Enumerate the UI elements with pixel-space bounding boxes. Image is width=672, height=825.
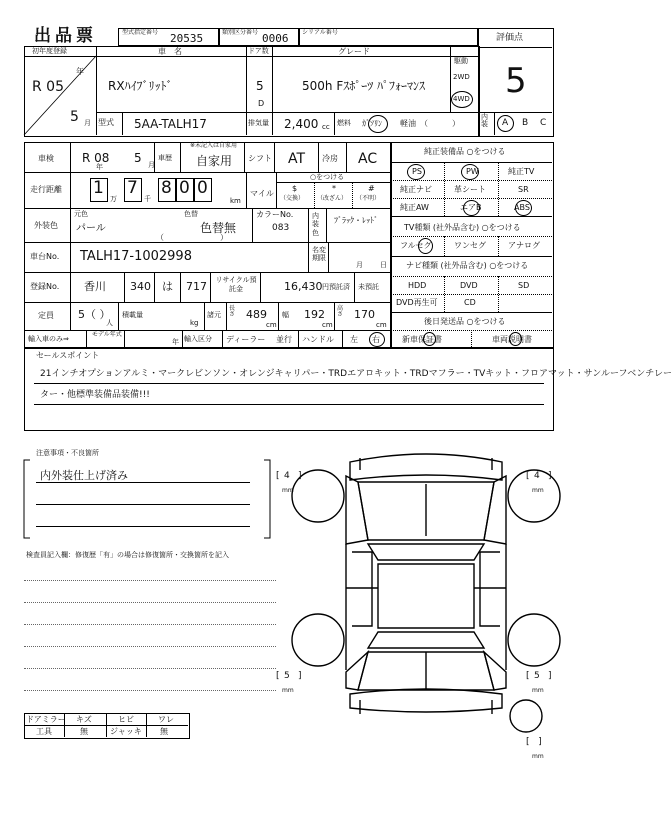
shaken-year-unit: 年 (96, 163, 103, 171)
tire-fl-bracket-close: ] (298, 471, 302, 481)
equip-tv: 純正TV (508, 167, 535, 176)
tv-fullseg-circle (418, 238, 433, 254)
odo-circle-note: ○をつける (310, 173, 345, 181)
equip-abs: ABS (514, 203, 530, 212)
tire-rr-bracket-close: ] (548, 671, 552, 681)
irokae-label: 色替 (184, 210, 198, 218)
haba-value: 192 (304, 308, 325, 321)
odo-d3: 8 (161, 178, 172, 198)
color-no-value: 083 (272, 223, 290, 233)
irokae-paren: （ ） (156, 233, 228, 242)
shadai-value: TALH17-1002998 (80, 249, 192, 264)
fuel-kei: 軽油 (400, 119, 416, 128)
plate-num2: 717 (186, 280, 207, 293)
tire-fl-depth: 4 (284, 471, 290, 481)
haiki-value: 2,400 (284, 117, 319, 131)
touroku-label: 登録No. (30, 282, 60, 291)
kata-label: 型式指定番号 (122, 29, 159, 36)
equip-sr: SR (518, 185, 529, 194)
odo-man: 万 (110, 195, 117, 203)
plate-kana: は (162, 280, 173, 293)
equip-pw-circle (461, 164, 479, 180)
shamei-label: 車 名 (158, 47, 182, 56)
tire-rl-mm: mm (282, 687, 294, 694)
kata-value: 20535 (170, 32, 204, 45)
teiin-label: 定員 (38, 311, 54, 320)
model-nen: 年 (172, 338, 179, 346)
shift-label: シフト (248, 154, 272, 163)
odo-d2: 7 (127, 178, 138, 198)
haiki-label: 排気量 (248, 119, 269, 127)
hassou-hosho-circle (423, 332, 436, 346)
notes-line1: 内外装仕上げ済み (40, 469, 128, 482)
naisoushoku-value: ﾌﾞﾗｯｸ・ﾚｯﾄﾞ (334, 216, 378, 225)
sales-label: セールスポイント (36, 351, 100, 360)
equip-leather: 革シート (454, 185, 486, 194)
kudo-4wd-circle (451, 91, 473, 108)
shareki-value: 自家用 (196, 154, 233, 168)
equip-abs-circle (515, 200, 532, 216)
recycle-label: リサイクル預託金 (215, 276, 257, 294)
tire-fr-mm: mm (532, 487, 544, 494)
kubun-heikou: 並行 (276, 335, 292, 344)
shamei-value: RXﾊｲﾌﾞﾘｯﾄﾞ (108, 79, 173, 93)
katashiki-value: 5AA-TALH17 (134, 117, 207, 131)
sekisai-kg: kg (190, 319, 199, 327)
legend-h2: キズ (76, 715, 92, 724)
odo-km: km (230, 197, 241, 205)
legend-v2: 無 (80, 727, 88, 736)
sales-box (24, 347, 554, 431)
naga-cm: cm (266, 321, 277, 329)
tire-fr-bracket-close: ] (548, 471, 552, 481)
hassou-title: 後日発送品 ○をつける (424, 317, 506, 326)
shonen-year: R 05 (32, 79, 64, 95)
rui-value: 0006 (262, 32, 289, 45)
shadai-label: 車台No. (30, 252, 60, 261)
equip-airbag: エアB (460, 203, 482, 212)
tv-title: TV種類 (社外品含む) ○をつける (404, 223, 521, 232)
mitakusha: 未預託 (358, 283, 379, 291)
tire-rr-mm: mm (532, 687, 544, 694)
legend-h3: ヒビ (118, 715, 134, 724)
meigi-label: 名変期限 (312, 246, 326, 263)
kudo-label: 駆動 (454, 57, 468, 65)
mark3-sym: # (368, 184, 375, 193)
hyoka-label: 評価点 (496, 33, 524, 43)
legend-v3: ジャッキ (110, 727, 142, 736)
odo-sen: 千 (144, 195, 151, 203)
haba-label: 幅 (282, 311, 289, 319)
door-label: ドア数 (248, 47, 269, 55)
dvd-label: DVD再生可 (396, 298, 438, 307)
plate-num1: 340 (130, 280, 151, 293)
navi-sd: SD (518, 281, 530, 290)
handle-left: 左 (350, 335, 358, 344)
tire-spare-bracket: [ ] (526, 737, 542, 747)
tire-rl-depth: 5 (284, 671, 290, 681)
shonen-label: 初年度登録 (32, 47, 67, 55)
equip-pw: PW (466, 167, 479, 176)
tire-fl-bracket: [ (276, 471, 280, 481)
yunyu-label: 輸入車のみ⇒ (28, 335, 69, 343)
naisou-a: A (502, 118, 509, 128)
naga-label: 長さ (229, 305, 236, 318)
naisou-c: C (540, 118, 547, 128)
legend-h4: ワレ (158, 715, 174, 724)
tv-fullseg: フルセグ (400, 241, 432, 250)
motoiro-label: 元色 (74, 210, 88, 218)
mark1: （交換） (280, 195, 305, 202)
navi-dvd: DVD (460, 281, 478, 290)
fuel-gas-circle (368, 115, 388, 133)
tire-fr-depth: 4 (534, 471, 540, 481)
navi-title: ナビ種類 (社外品含む) ○をつける (406, 261, 529, 270)
legend-v1: 工具 (36, 727, 52, 736)
hassou-setsumei: 車両説明書 (492, 335, 532, 344)
motoiro-value: パール (76, 223, 106, 234)
shonen-month-unit: 月 (84, 119, 91, 127)
tv-analog: アナログ (508, 241, 540, 250)
sales-line1: 21インチオプションアルミ・マークレビンソン・オレンジキャリパー・TRDエアロキット・TRDマフラー・TVキット・フロアマット・サンルーフベンチレー (40, 369, 672, 379)
shareki-label: 車歴 (158, 154, 172, 162)
handle-right: 右 (372, 335, 380, 344)
legend-h1: ドアミラー (26, 715, 66, 724)
meigi-day: 日 (380, 261, 387, 269)
navi-cd: CD (464, 298, 476, 307)
hassou-hosho: 新車保証書 (402, 335, 442, 344)
kubun-label: 輸入区分 (184, 335, 212, 343)
recycle-unit: 円預託済 (322, 283, 350, 291)
odo-d5: 0 (197, 178, 208, 198)
navi-hdd: HDD (408, 281, 427, 290)
shaken-month: 5 (134, 151, 142, 165)
equip-title: 純正装備品 ○をつける (424, 147, 506, 156)
shareki-note: ※未記入は自家用 (190, 142, 238, 149)
mark2-sym: * (332, 184, 336, 193)
equip-navi: 純正ナビ (400, 185, 432, 194)
tire-fr-bracket: [ (526, 471, 530, 481)
teiin-value: 5（ ） (78, 308, 111, 321)
taka-cm: cm (376, 321, 387, 329)
grade-label: グレード (338, 47, 370, 56)
door-sub: D (258, 99, 265, 108)
equip-ps: PS (412, 167, 422, 176)
shift-value: AT (288, 151, 306, 167)
legend-v4: 無 (160, 727, 168, 736)
mark1-sym: $ (292, 184, 298, 193)
rui-label: 類別区分番号 (222, 29, 259, 36)
taka-label: 高さ (337, 305, 344, 318)
mark3: （不明） (356, 195, 381, 202)
sales-line2: ター・他標準装備品装備!!! (40, 390, 150, 400)
hassou-setsumei-circle (509, 332, 522, 346)
plate-pref: 香川 (84, 280, 106, 293)
handle-label: ハンドル (302, 335, 334, 344)
fuel-gas: ｶﾞｿﾘﾝ (362, 119, 382, 128)
reibou-value: AC (358, 151, 378, 167)
tire-rr-depth: 5 (534, 671, 540, 681)
model-label: モデル年式 (92, 331, 122, 338)
fuel-label: 燃料 (337, 119, 351, 127)
shoen-label: 諸元 (207, 311, 221, 319)
tire-rl-bracket-close: ] (298, 671, 302, 681)
sokou-label: 走行距離 (30, 185, 62, 194)
shaken-year: R 08 (82, 151, 110, 165)
door-value: 5 (256, 79, 264, 93)
shonen-month: 5 (70, 109, 79, 125)
color-no-label: カラーNo. (256, 210, 294, 219)
kudo-4wd: 4WD (453, 95, 470, 103)
mark2: （改ざん） (317, 195, 348, 202)
gaisou-label: 外装色 (34, 221, 58, 230)
irokae-value: 色替無 (200, 221, 237, 235)
shaken-month-unit: 月 (148, 161, 155, 169)
tire-spare-mm: mm (532, 753, 544, 760)
taka-value: 170 (354, 308, 375, 321)
equip-ps-circle (407, 164, 425, 180)
grade-value: 500h Fｽﾎﾟｰﾂ ﾊﾟﾌｫｰﾏﾝｽ (302, 79, 426, 93)
naisou-label: 内装 (481, 113, 488, 128)
odo-d4: 0 (179, 178, 190, 198)
equip-airbag-circle (463, 200, 480, 216)
recycle-value: 16,430 (284, 280, 323, 293)
handle-right-circle (369, 332, 385, 347)
haba-cm: cm (322, 321, 333, 329)
teiin-unit: 人 (106, 319, 113, 327)
kubun-dealer: ディーラー (226, 335, 266, 344)
shaken-label: 車検 (38, 154, 54, 163)
tire-rl-bracket: [ (276, 671, 280, 681)
shonen-year-unit: 年 (76, 67, 84, 76)
naisou-a-circle (497, 115, 514, 132)
tv-oneseg: ワンセグ (454, 241, 486, 250)
mile-label: マイル (250, 189, 274, 198)
naga-value: 489 (246, 308, 267, 321)
reibou-label: 冷房 (322, 154, 338, 163)
serial-label: シリアル番号 (302, 29, 338, 36)
car-diagram (276, 440, 576, 740)
katashiki-label: 型式 (98, 118, 114, 127)
equip-aw: 純正AW (400, 203, 429, 212)
fuel-paren: （ ） (420, 119, 460, 128)
naisoushoku-label: 内装色 (312, 212, 319, 237)
tire-rr-bracket: [ (526, 671, 530, 681)
odo-d1: 1 (93, 178, 104, 198)
meigi-month: 月 (356, 261, 363, 269)
kudo-2wd: 2WD (453, 73, 470, 81)
sekisai-label: 積載量 (122, 311, 143, 319)
inspector-label: 検査員記入欄：修復歴「有」の場合は修復箇所・交換箇所を記入 (26, 551, 229, 559)
haiki-unit: cc (322, 123, 330, 131)
naisou-b: B (522, 118, 529, 128)
form-title: 出品票 (34, 26, 97, 46)
hyoka-value: 5 (505, 61, 527, 101)
notes-label: 注意事項・不良箇所 (36, 449, 99, 457)
tire-fl-mm: mm (282, 487, 294, 494)
